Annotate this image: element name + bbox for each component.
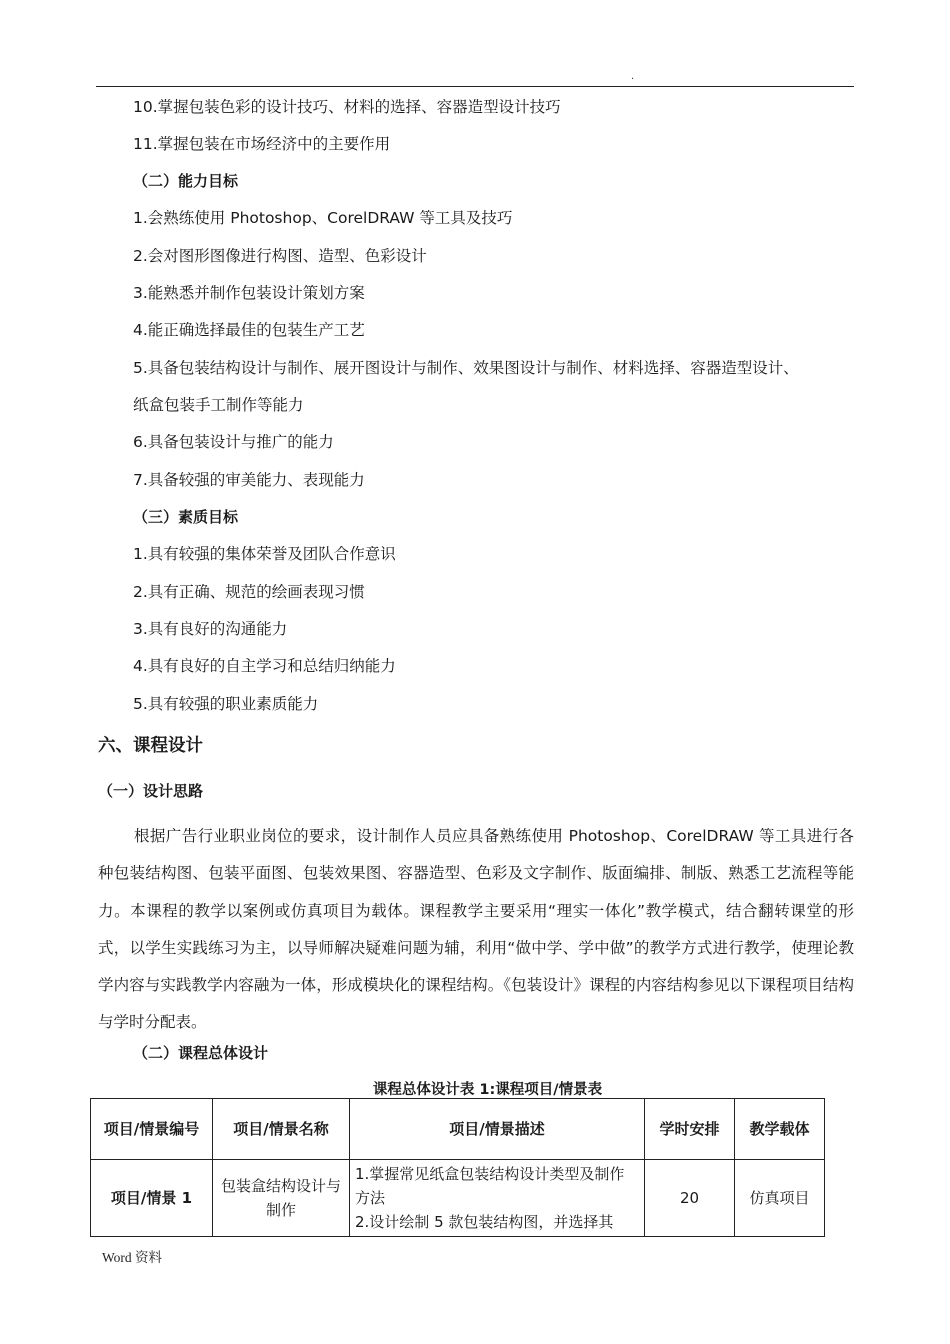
design-heading: （一）设计思路 — [98, 782, 204, 800]
col-header-carrier: 教学载体 — [735, 1099, 825, 1160]
course-table — [90, 1098, 825, 1237]
quality-item: 1.具有较强的集体荣誉及团队合作意识 — [133, 545, 396, 563]
design-paragraph: 根据广告行业职业岗位的要求，设计制作人员应具备熟练使用 Photoshop、CorelDRAW 等工具进行各种包装结构图、包装平面图、包装效果图、容器造型、色彩及文字制作、版面编排、制版、熟悉工艺流程等能力。本课程的教学以案例或仿真项目为载体。课程教学主要采用“理实一体化”教学模式，结合翻转课堂的形式，以学生实践练习为主，以导师解决疑难问题为辅，利用“做中学、学中做”的教学方式进行教学，使理论教学内容与实践教学内容融为一体，形成模块化的课程结构。《包装设计》课程的内容结构参见以下课程项目结构与学时分配表。 — [98, 827, 854, 1032]
cell-name: 包装盒结构设计与制作 — [213, 1160, 350, 1237]
quality-item: 4.具有良好的自主学习和总结归纳能力 — [133, 657, 396, 675]
ability-item: 5.具备包装结构设计与制作、展开图设计与制作、效果图设计与制作、材料选择、容器造型设计、 — [133, 359, 799, 377]
quality-item: 5.具有较强的职业素质能力 — [133, 695, 319, 713]
header-rule — [96, 86, 854, 87]
ability-item: 4.能正确选择最佳的包装生产工艺 — [133, 321, 365, 339]
quality-item: 2.具有正确、规范的绘画表现习惯 — [133, 583, 365, 601]
header-mark: . — [631, 71, 635, 82]
cell-carrier: 仿真项目 — [735, 1160, 825, 1237]
overall-heading: （二）课程总体设计 — [133, 1044, 269, 1062]
cell-desc-text: 1.掌握常见纸盒包装结构设计类型及制作方法 2.设计绘制 5 款包装结构图，并选择其 — [355, 1165, 625, 1231]
col-header-id: 项目/情景编号 — [91, 1099, 213, 1160]
ability-heading: （二）能力目标 — [133, 172, 239, 190]
cell-id: 项目/情景 1 — [91, 1160, 213, 1237]
quality-heading: （三）素质目标 — [133, 508, 239, 526]
quality-item: 3.具有良好的沟通能力 — [133, 620, 288, 638]
cell-hours: 20 — [645, 1160, 735, 1237]
cell-desc — [350, 1160, 645, 1237]
ability-item: 2.会对图形图像进行构图、造型、色彩设计 — [133, 247, 427, 265]
ability-item: 1.会熟练使用 Photoshop、CorelDRAW 等工具及技巧 — [133, 209, 513, 227]
table-header-row — [91, 1099, 825, 1160]
ability-item: 6.具备包装设计与推广的能力 — [133, 433, 334, 451]
table-caption: 课程总体设计表 1:课程项目/情景表 — [372, 1082, 603, 1098]
knowledge-item-11: 11.掌握包装在市场经济中的主要作用 — [133, 135, 391, 153]
knowledge-item-10: 10.掌握包装色彩的设计技巧、材料的选择、容器造型设计技巧 — [133, 98, 561, 116]
ability-item-continuation: 纸盒包装手工制作等能力 — [133, 396, 304, 414]
section-title: 六、课程设计 — [98, 736, 203, 756]
ability-item: 7.具备较强的审美能力、表现能力 — [133, 471, 365, 489]
ability-item: 3.能熟悉并制作包装设计策划方案 — [133, 284, 365, 302]
footer-label: Word 资料 — [102, 1250, 163, 1265]
col-header-name: 项目/情景名称 — [213, 1099, 350, 1160]
table-row — [91, 1160, 825, 1237]
col-header-desc: 项目/情景描述 — [350, 1099, 645, 1160]
col-header-hours: 学时安排 — [645, 1099, 735, 1160]
